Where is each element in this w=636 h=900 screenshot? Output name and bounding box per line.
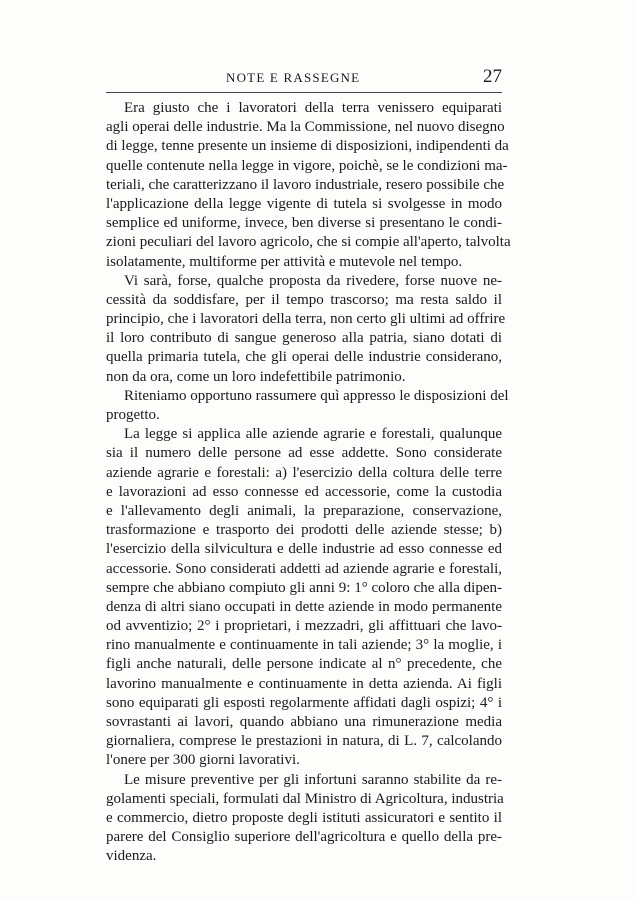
text-line: aziende agrarie e forestali: a) l'esercizio della coltura delle terre — [106, 464, 502, 481]
text-line: rino manualmente e continuamente in tali aziende; 3° la moglie, i — [106, 637, 502, 654]
text-line: principio, che i lavoratori della terra, non certo gli ultimi ad offrire — [106, 311, 506, 328]
text-line: cessità da soddisfare, per il tempo trascorso; ma resta saldo il — [106, 291, 502, 308]
running-title: NOTE E RASSEGNE — [226, 70, 361, 85]
text-line: sempre che abbiano compiuto gli anni 9: 1° coloro che alla dipen- — [106, 579, 502, 596]
body-text — [106, 99, 511, 867]
text-line: quelle contenute nella legge in vigore, poichè, se le condizioni ma- — [106, 157, 508, 174]
text-line: progetto. — [106, 407, 160, 423]
text-line: non da ora, come un loro indefettibile patrimonio. — [106, 368, 406, 385]
header-rule — [106, 92, 502, 93]
text-line: sono equiparati gli esposti regolarmente affidati dagli ospizi; 4° i — [106, 694, 502, 711]
text-line: semplice ed uniforme, invece, ben diverse si presentano le condi- — [106, 215, 502, 232]
text-line: sovrastanti ai lavori, quando abbiano una rimunerazione media — [106, 714, 502, 730]
text-line: denza di altri siano occupati in dette aziende in modo permanente — [106, 598, 502, 615]
text-line: e lavorazioni ad esso connesse ed accessorie, come la custodia — [106, 483, 502, 500]
text-line: sia il numero delle persone ad esse addette. Sono considerate — [106, 445, 502, 462]
text-line: l'esercizio della silvicultura e delle industrie ad esso connesse ed — [106, 541, 502, 558]
text-line: trasformazione e trasporto dei prodotti delle aziende stesse; b) — [106, 522, 502, 539]
text-line: zioni peculiari del lavoro agricolo, che si compie all'aperto, talvolta — [106, 234, 511, 251]
text-line: e commercio, dietro proposte degli istituti assicuratori e sentito il — [106, 809, 502, 826]
text-line: accessorie. Sono considerati addetti ad aziende agrarie e forestali, — [106, 560, 502, 577]
text-line: videnza. — [106, 848, 157, 865]
text-line: Le misure preventive per gli infortuni saranno stabilite da re- — [124, 771, 502, 788]
text-line: Riteniamo opportuno rassumere quì appresso le disposizioni del — [124, 387, 509, 404]
text-line: golamenti speciali, formulati dal Ministro di Agricoltura, industria — [106, 790, 504, 807]
text-line: lavorino manualmente e continuamente in detta azienda. Ai figli — [106, 675, 502, 692]
text-line: quella primaria tutela, che gli operai delle industrie considerano, — [106, 349, 502, 366]
text-line: l'applicazione della legge vigente di tutela si svolgesse in modo — [106, 195, 502, 212]
page-header — [106, 68, 502, 92]
text-line: il loro contributo di sangue generoso alla patria, siano dotati di — [106, 330, 502, 347]
text-line: Era giusto che i lavoratori della terra venissero equiparati — [124, 100, 502, 116]
page-number: 27 — [483, 66, 502, 87]
text-line: e l'allevamento degli animali, la preparazione, conservazione, — [106, 502, 502, 519]
text-line: parere del Consiglio superiore dell'agricoltura e quello della pre- — [106, 829, 502, 846]
text-line: teriali, che caratterizzano il lavoro industriale, resero possibile che — [106, 176, 505, 193]
text-line: agli operai delle industrie. Ma la Commissione, nel nuovo disegno — [106, 119, 505, 136]
text-line: La legge si applica alle aziende agrarie e forestali, qualunque — [124, 426, 502, 443]
text-line: di legge, tenne presente un insieme di disposizioni, indipendenti da — [106, 138, 509, 155]
text-line: l'onere per 300 giorni lavorativi. — [106, 752, 300, 769]
text-line: giornaliera, comprese le prestazioni in natura, di L. 7, calcolando — [106, 733, 502, 750]
text-line: figli anche naturali, delle persone indicate al n° precedente, che — [106, 656, 502, 673]
text-line: isolatamente, multiforme per attività e mutevole nel tempo. — [106, 253, 463, 270]
text-line: od avventizio; 2° i proprietari, i mezzadri, gli affittuari che lavo- — [106, 618, 502, 635]
text-line: Vi sarà, forse, qualche proposta da rivedere, forse nuove ne- — [124, 272, 502, 289]
